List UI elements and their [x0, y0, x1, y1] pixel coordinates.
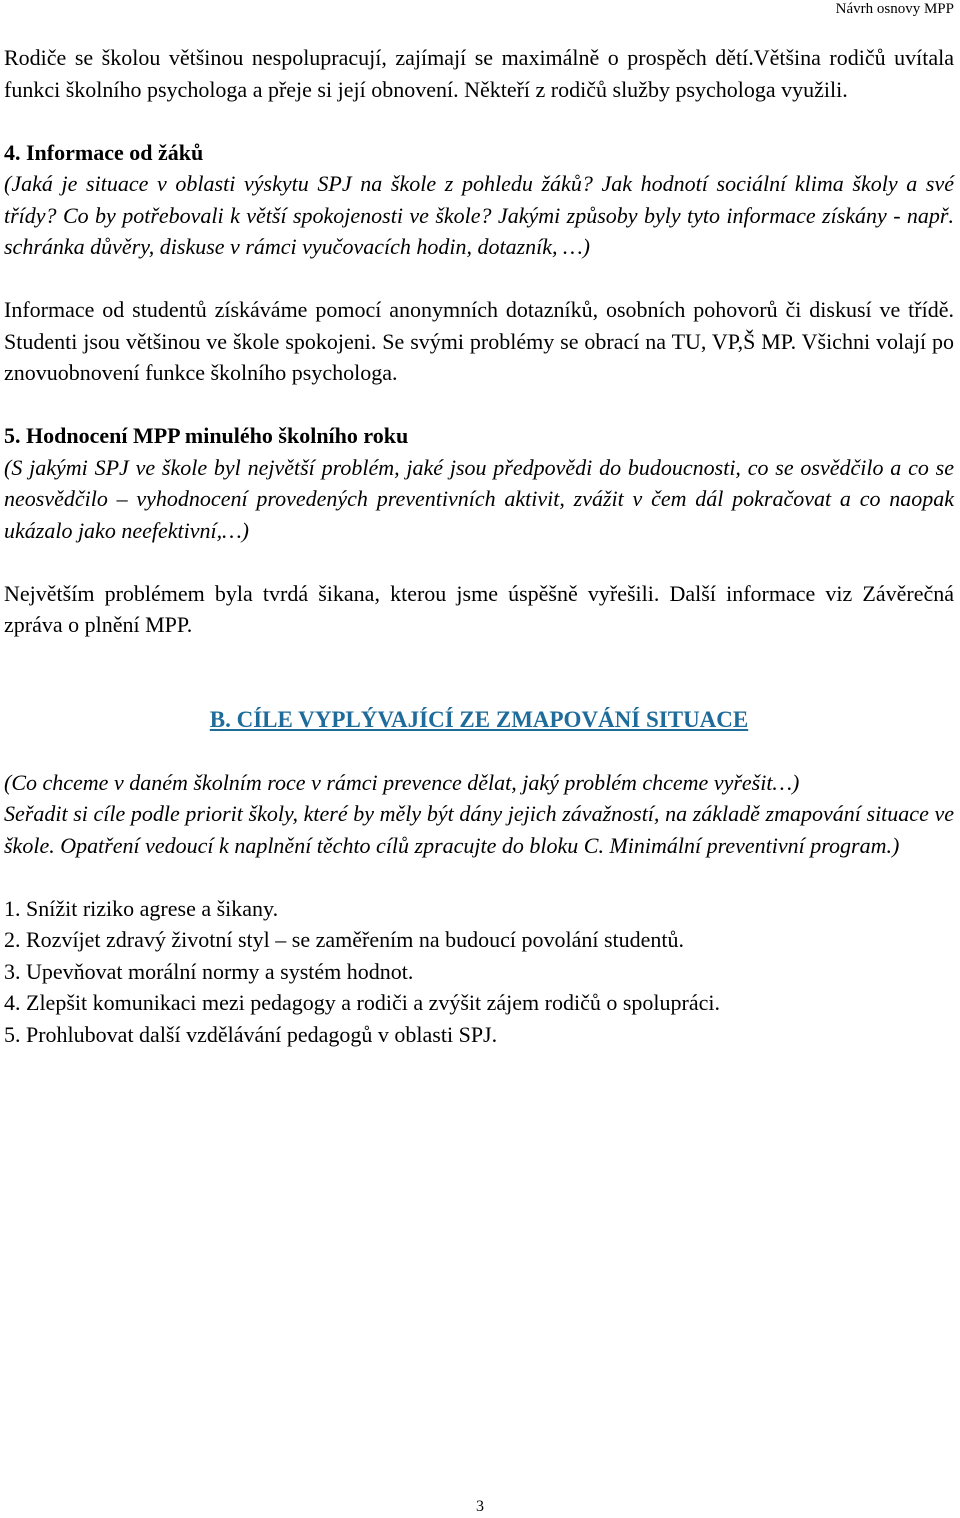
goals-list	[4, 893, 954, 1051]
section-b-heading: B. CÍLE VYPLÝVAJÍCÍ ZE ZMAPOVÁNÍ SITUACE	[209, 706, 749, 732]
spacer	[4, 735, 954, 767]
section-b-prompt-1: (Co chceme v daném školním roce v rámci prevence dělat, jaký problém chceme vyřešit…)	[4, 769, 800, 795]
document-body	[4, 42, 954, 1050]
section-4-number: 4.	[4, 139, 21, 165]
goal-item: 4. Zlepšit komunikaci mezi pedagogy a rodiči a zvýšit zájem rodičů o spolupráci.	[4, 990, 721, 1015]
spacer	[4, 263, 954, 295]
section-4-heading	[4, 137, 954, 169]
section-5-heading	[4, 420, 954, 452]
spacer	[4, 641, 954, 673]
section-5-prompt: (S jakými SPJ ve škole byl největší problém, jaké jsou předpovědi do budoucnosti, co se osvědčilo a co se neosvědčilo – vyhodnocení provedených preventivních aktivit, zvážit v čem dál pokračovat a co naopak ukázalo jako neefektivní,…)	[4, 454, 954, 543]
section-5-title: Hodnocení MPP minulého školního roku	[26, 423, 409, 448]
spacer	[4, 105, 954, 137]
section-4-answer: Informace od studentů získáváme pomocí anonymních dotazníků, osobních pohovorů či diskusí ve třídě. Studenti jsou většinou ve škole spokojeni. Se svými problémy se obrací na TU, VP,Š MP. Všichni volají po znovuobnovení funkce školního psychologa.	[4, 297, 954, 385]
section-5-number: 5.	[4, 423, 21, 448]
page-number: 3	[476, 1498, 484, 1515]
spacer	[4, 672, 954, 704]
section-4-prompt: (Jaká je situace v oblasti výskytu SPJ na škole z pohledu žáků? Jak hodnotí sociální klima školy a své třídy? Co by potřebovali k větší spokojenosti ve škole? Jakými způsoby byly tyto informace získány - např. schránka důvěry, diskuse v rámci vyučovacích hodin, dotazník, …)	[4, 171, 954, 259]
section-5-answer: Největším problémem byla tvrdá šikana, kterou jsme úspěšně vyřešili. Další informace viz Závěrečná zpráva o plnění MPP.	[4, 580, 954, 637]
goal-item: 1. Snížit riziko agrese a šikany.	[4, 895, 279, 921]
running-header: Návrh osnovy MPP	[835, 1, 954, 17]
goal-item: 3. Upevňovat morální normy a systém hodnot.	[4, 958, 414, 984]
goal-item: 2. Rozvíjet zdravý životní styl – se zaměřením na budoucí povolání studentů.	[4, 927, 685, 952]
goal-item: 5. Prohlubovat další vzdělávání pedagogů v oblasti SPJ.	[4, 1021, 498, 1047]
spacer	[4, 546, 954, 578]
spacer	[4, 861, 954, 893]
spacer	[4, 389, 954, 421]
parents-paragraph: Rodiče se školou většinou nespolupracují, zajímají se maximálně o prospěch dětí.Většina rodičů uvítala funkci školního psychologa a přeje si její obnovení. Někteří z rodičů služby psychologa využili.	[4, 45, 954, 102]
section-4-title: Informace od žáků	[26, 139, 204, 165]
section-b-prompt-2: Seřadit si cíle podle priorit školy, které by měly být dány jejich závažností, na základě zmapování situace ve škole. Opatření vedoucí k naplnění těchto cílů zpracujte do bloku C. Minimální preventivní program.)	[4, 801, 954, 858]
